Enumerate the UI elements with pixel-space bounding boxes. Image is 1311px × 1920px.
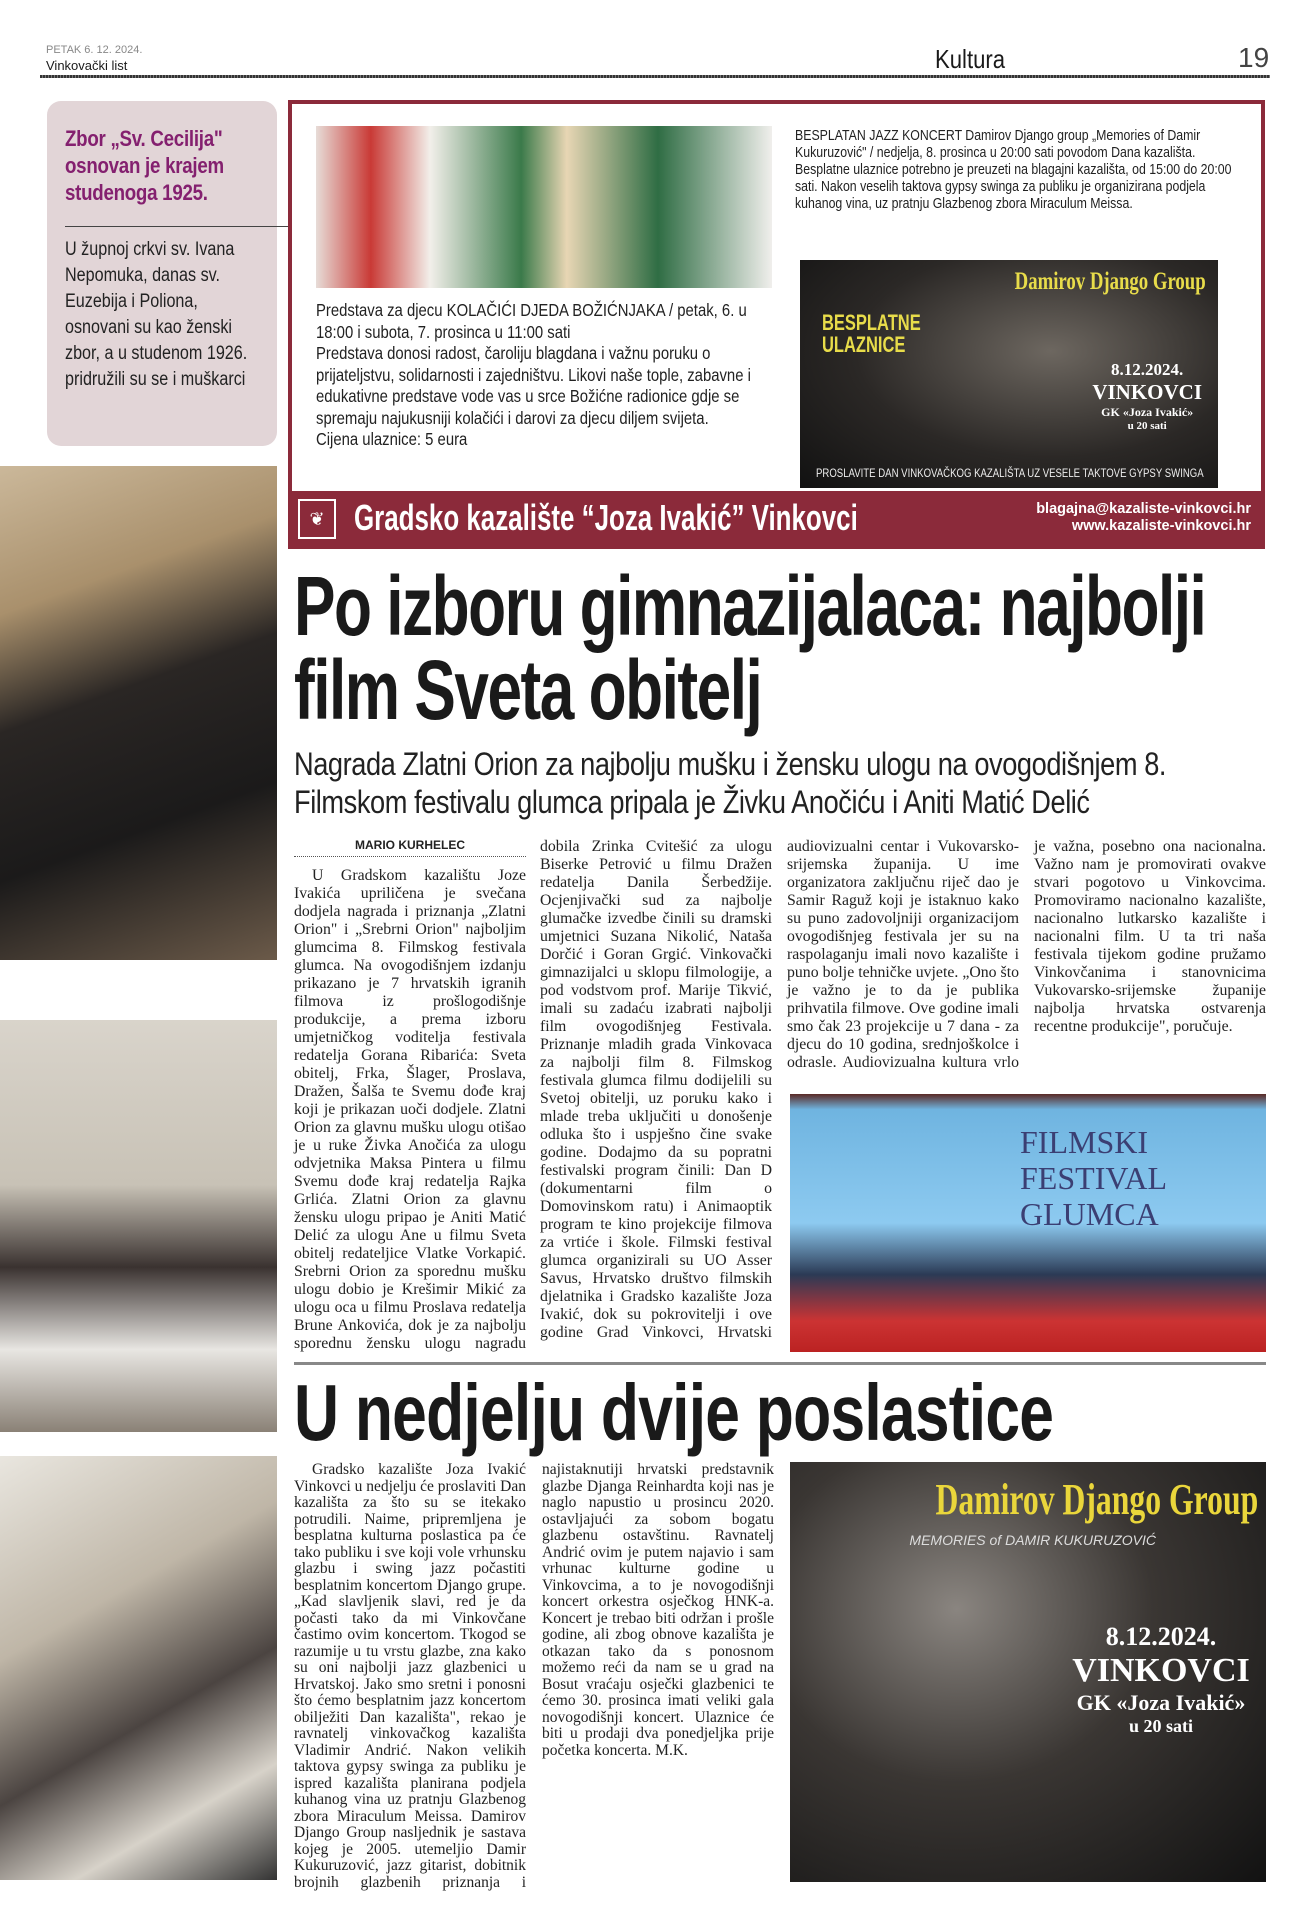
poster-venue: GK «Joza Ivakić» bbox=[1101, 405, 1194, 419]
choir-info-box bbox=[47, 101, 277, 446]
poster-date: 8.12.2024. bbox=[1111, 360, 1184, 379]
theatre-website[interactable]: www.kazaliste-vinkovci.hr bbox=[1071, 518, 1251, 534]
theatre-contact bbox=[1036, 501, 1251, 535]
issue-date: PETAK 6. 12. 2024. bbox=[46, 44, 143, 56]
theatre-email[interactable]: blagajna@kazaliste-vinkovci.hr bbox=[1036, 501, 1251, 517]
choir-box-title: Zbor „Sv. Cecilija" osnovan je krajem studenoga 1925. bbox=[65, 126, 224, 205]
kids-show-text bbox=[316, 300, 786, 451]
article2-column-2 bbox=[542, 1462, 774, 1890]
theatre-banner bbox=[292, 491, 1261, 545]
byline: MARIO KURHELEC bbox=[294, 838, 526, 857]
theatre-logo-icon: ❦ bbox=[298, 499, 336, 539]
jazz-concert-description: Besplatne ulaznice potrebno je preuzeti na blagajni kazališta, od 15:00 do 20:00 sati. Nakon veselih taktova gypsy swinga za publiku je organizirana podjela kuhanog vina, uz pratnju Glazbenog zbora Miraculum Meissa. bbox=[795, 162, 1232, 212]
article1-text-continued: audiovizualni centar i Vukovarsko-srijemska županija. U ime organizatora zaključnu riječ dao je Samir Raguž koji je istaknuo kako su puno zadovoljniji organizacijom ovogodišnjeg festivala jer su na raspolaganju imali novo kazalište i puno bolje tehničke uvjete. „Ono što je važno je to da je publika prihvatila filmove. Ove godine imali smo čak 23 projekcije u 7 dana - za djecu do 10 godina, srednjoškolce i odrasle. Audiovizualna kultura vrlo bbox=[787, 838, 1019, 1071]
article2-column-1 bbox=[294, 1462, 526, 1890]
poster-subtitle: MEMORIES of DAMIR KUKURUZOVIĆ bbox=[909, 1532, 1156, 1548]
poster-band: Damirov Django Group bbox=[935, 1475, 1258, 1524]
poster-date: 8.12.2024. bbox=[1105, 1622, 1217, 1651]
article1-headline: Po izboru gimnazijalaca: najbolji film Sveta obitelj bbox=[294, 559, 1206, 737]
article1-text-continued: dobila Zrinka Cvitešić za ulogu Biserke Petrović u filmu Dražen redatelja Danila Šerbedžije. Ocjenjivački sud za najbolje glumačke izvedbe činili su dramski umjetnici Suzana Nikolić, Nataša Dorčić i Goran Grgić. Vinkovački gimnazijalci u sklopu filmologije, a pod vodstvom prof. Marije Tikvić, imali su zadaću izabrati najbolji film ovogodišnjeg Festivala. Priznanje mladih grada Vinkovaca za najbolji film 8. Filmskog festivala glumca filmu dodijelili su Svetoj obitelji, uz poruku kako i mlade treba uključiti u donošenje odluka što i uspješno čine svake godine. Dodajmo da su popratni festivalski program činili: Dan D (dokumentarni film o Domovinskom ratu) i Animaoptik program te kino projekcije filmova za vrtiće i škole. Filmski festival glumca organizirali su UO Asser Savus, Hrvatsko društvo filmskih djelatnika i Gradsko kazalište Joza Ivakić, dok su pokrovitelji i ove godine Grad Vinkovci, Hrvatski bbox=[540, 838, 772, 1341]
kids-show-description: Predstava donosi radost, čaroliju blagdana i važnu poruku o prijateljstvu, solidarnosti i zajedništvu. Likovi naše tople, zabavne i edukativne predstave vode vas u srce Božićne radionice gdje se spremaju najukusniji kolačići i darovi za djecu diljem svijeta. bbox=[316, 343, 751, 428]
poster-band: Damirov Django Group bbox=[1015, 268, 1206, 295]
conductor-photo bbox=[0, 1020, 277, 1432]
poster-details bbox=[1092, 360, 1202, 432]
poster-city: VINKOVCI bbox=[1092, 380, 1202, 404]
poster-time: u 20 sati bbox=[1128, 1716, 1193, 1736]
poster-time: u 20 sati bbox=[1127, 420, 1167, 432]
section-title: Kultura bbox=[935, 44, 1006, 74]
poster-slogan: PROSLAVITE DAN VINKOVAČKOG KAZALIŠTA UZ VESELE TAKTOVE GYPSY SWINGA bbox=[816, 466, 1204, 480]
header-rule bbox=[40, 75, 1270, 78]
rehearsal-photo bbox=[0, 1456, 277, 1880]
article1-text-continued: je važna, posebno ona nacionalna. Važno nam je promovirati ovakve stvari pogotovo u Vinkovcima. Promoviramo nacionalno kazalište, nacionalno lutkarsko kazalište i nacionalni film. U ta tri naša festivala tijekom godine pružamo Vinkovčanima i stanovnicima Vukovarsko-srijemske županije najbolja hrvatska ostvarenja recentne produkcije", poručuje. bbox=[1034, 838, 1266, 1035]
jazz-concert-title: BESPLATAN JAZZ KONCERT Damirov Django group „Memories of Damir Kukuruzović" / nedjelja, 8. prosinca u 20:00 sati povodom Dana kazališta. bbox=[795, 128, 1201, 161]
poster-city: VINKOVCI bbox=[1072, 1652, 1250, 1689]
theatre-advertisement bbox=[288, 100, 1265, 549]
article1-text: U Gradskom kazalištu Joze Ivakića upriličena je svečana dodjela nagrada i priznanja „Zlatni Orion" i „Srebrni Orion" najboljim glumcima 8. Filmskog festivala glumca. Na ovogodišnjem izdanju prikazano je 7 hrvatskih igranih filmova iz prošlogodišnje produkcije, a prema izboru umjetničkog voditelja festivala redatelja Gorana Ribarića: Sveta obitelj, Frka, Šlager, Proslava, Dražen, Šalša te Svemu dođe kraj koji je prikazan uoči dodjele. Zlatni Orion za glavnu mušku ulogu otišao je u ruke Živka Anočića za ulogu odvjetnika Maksa Pintera u filmu Svemu dođe kraj redatelja Rajka Grlića. Zlatni Orion za glavnu žensku ulogu pripao je Aniti Matić Delić za ulogu Ane u filmu Sveta obitelj redateljice Vlatke Vorkapić. Srebrni Orion za sporednu mušku ulogu dobio je Krešimir Mikić za ulogu oca u filmu Proslava redatelja Brune Ankovića, dok je za najbolju sporednu žensku ulogu nagradu bbox=[294, 867, 526, 1352]
article1-column-4 bbox=[1034, 838, 1266, 1088]
theatre-name: Gradsko kazalište “Joza Ivakić” Vinkovci bbox=[354, 497, 858, 538]
concert-poster-large bbox=[790, 1462, 1266, 1882]
article1-column-1 bbox=[294, 838, 526, 1358]
choir-box-text: U župnoj crkvi sv. Ivana Nepomuka, danas sv. Euzebija i Poliona, osnovani su kao ženski zbor, a u studenom 1926. pridružili su se i muškarci bbox=[65, 239, 248, 390]
article2-headline: U nedjelju dvije poslastice bbox=[294, 1368, 1054, 1457]
article1-deck: Nagrada Zlatni Orion za najbolju mušku i žensku ulogu na ovogodišnjem 8. Filmskom festivalu glumca pripala je Živku Anočiću i Aniti Matić Delić bbox=[294, 746, 1167, 820]
newspaper-name: Vinkovački list bbox=[46, 58, 128, 73]
jazz-concert-text bbox=[795, 128, 1253, 213]
concert-poster-small bbox=[800, 260, 1218, 488]
article1-column-3 bbox=[787, 838, 1019, 1088]
article1-column-2 bbox=[540, 838, 772, 1358]
article2-text: Gradsko kazalište Joza Ivakić Vinkovci u nedjelju će proslaviti Dan kazališta za što su se itekako potrudili. Naime, pripremljena je besplatna kulturna poslastica pa će tako publiku i sve koji vole vrhunsku glazbu i swing jazz počastiti besplatnim koncertom Django grupe. „Kad slavljenik slavi, red je da počasti tako da mi Vinkovčane častimo ovim koncertom. Tkogod se razumije u tu vrstu glazbe, zna kako su oni najbolji jazz glazbenici u Hrvatskoj. Jako smo sretni i ponosni što ćemo besplatnim jazz koncertom obilježiti Dan kazališta", rekao je ravnatelj vinkovačkog kazališta Vladimir Andrić. Nakon velikih taktova gypsy swinga za publiku je ispred kazališta planirana podjela kuhanog vina uz pratnju Glazbenog zbora Miraculum Meissa. Damirov Django Group nasljednik je sastava kojeg je 2005. utemeljio Damir Kukuruzović, jazz gitarist, dobitnik brojnih glazbenih priznanja i bbox=[294, 1461, 526, 1891]
article2-body bbox=[294, 1462, 776, 1890]
festival-screen-text: FILMSKI FESTIVAL GLUMCA bbox=[1020, 1124, 1166, 1232]
article2-text-continued: najistaknutiji hrvatski predstavnik glazbe Djanga Reinhardta koji nas je naglo napustio u prosincu 2020. ostavljajući za sobom bogatu glazbenu ostavštinu. Ravnatelj Andrić ovim je putem najavio i sam vrhunac kulturne godine u Vinkovcima, a to je novogodišnji koncert orkestra osječkog HNK-a. Koncert je trebao biti održan i prošle godine, ali zbog obnove kazališta je otkazan tako da s ponosnom možemo reći da nam se u grad na Bosut vraćaju osječki glazbenici te ćemo 30. prosinca imati veliki gala novogodišnji koncert. Ulaznice će biti u prodaji dva ponedjeljka prije početka koncerta. M.K. bbox=[542, 1461, 774, 1759]
poster-details bbox=[1056, 1622, 1266, 1737]
ticket-price: Cijena ulaznice: 5 eura bbox=[316, 429, 468, 449]
kids-show-title: Predstava za djecu KOLAČIĆI DJEDA BOŽIĆNJAKA / petak, 6. u 18:00 i subota, 7. prosinca u 11:00 sati bbox=[316, 300, 747, 342]
christmas-show-photo bbox=[316, 126, 772, 288]
film-festival-photo bbox=[790, 1094, 1266, 1352]
article-separator bbox=[294, 1362, 1266, 1365]
page-number: 19 bbox=[1238, 42, 1270, 73]
poster-venue: GK «Joza Ivakić» bbox=[1076, 1690, 1246, 1715]
choir-photo bbox=[0, 466, 277, 960]
divider bbox=[65, 226, 293, 227]
poster-free-tickets: BESPLATNE ULAZNICE bbox=[822, 310, 921, 357]
